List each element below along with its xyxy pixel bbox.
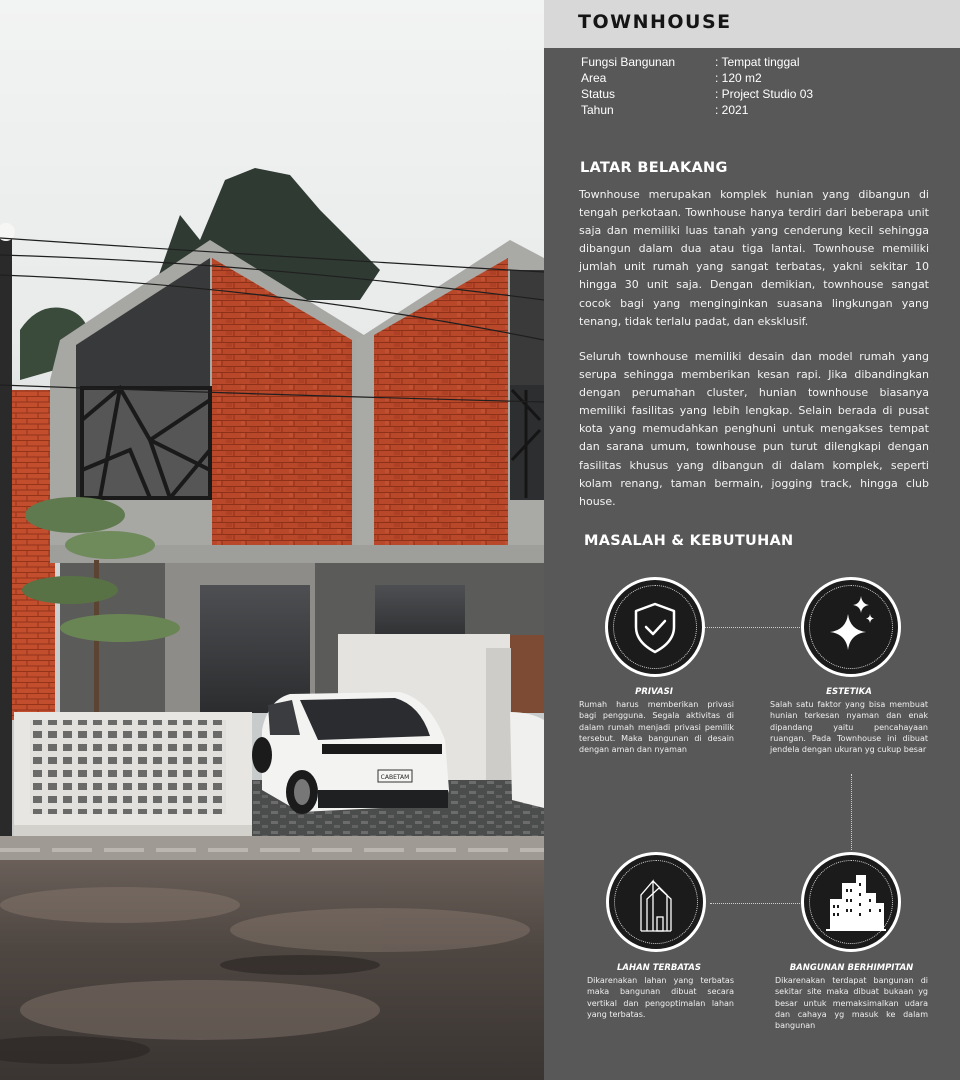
connector-line — [700, 627, 802, 628]
info-value: : Project Studio 03 — [715, 87, 814, 101]
page-title: TOWNHOUSE — [578, 11, 732, 33]
berhimpitan-circle — [801, 852, 901, 952]
background-paragraph: Seluruh townhouse memiliki desain dan model rumah yang serupa sehingga memberikan kesan rapi. Jika dibandingkan dengan perumahan cluster, hunian townhouse biasanya memiliki fasilitas yang lebih lengkap. Selain berada di pusat kota yang memudahkan penghuni untuk mengakses tempat dan sarana umum, townhouse pun turut dilengkapi dengan fasilitas khusus yang dibangun di dalam komplek, seperti kolam renang, taman bermain, jogging track, hingga club house. — [579, 350, 929, 508]
connector-line — [851, 774, 852, 850]
title-bar — [544, 0, 960, 48]
front-fence — [14, 712, 252, 838]
info-value: : 120 m2 — [715, 71, 762, 85]
license-plate: CABETAM — [380, 774, 410, 781]
estetika-circle — [801, 577, 901, 677]
background-paragraph: Townhouse merupakan komplek hunian yang dibangun di tengah perkotaan. Townhouse hanya terdiri dari beberapa unit saja dan memiliki luas tanah yang cenderung kecil sehingga dibangun dalam dua atau tiga lantai. Townhouse memiliki jumlah unit rumah yang sangat terbatas, yakni sekitar 10 hingga 30 unit saja. Dengan demikian, townhouse sangat cocok bagi yang menginginkan suasana lingkungan yang tenang, tidak terlalu padat, dan eksklusif. — [579, 188, 929, 328]
lahan-text: Dikarenakan lahan yang terbatas maka bangunan dibuat secara vertikal dan pengoptimalan lahan yang terbatas. — [587, 976, 734, 1019]
info-panel — [544, 0, 960, 1080]
info-label: Tahun — [581, 103, 614, 117]
info-label: Area — [581, 71, 607, 85]
info-label: Status — [581, 87, 616, 101]
lahan-circle — [606, 852, 706, 952]
privasi-circle — [605, 577, 705, 677]
house-outline-icon — [609, 855, 703, 949]
needs-heading: MASALAH & KEBUTUHAN — [584, 533, 794, 549]
city-buildings-icon — [804, 855, 898, 949]
berhimpitan-text: Dikarenakan terdapat bangunan di sekitar site maka dibuat bukaan yg besar untuk memaksimalkan udara dan cahaya yg masuk ke dalam bangunan — [775, 976, 928, 1031]
info-label: Fungsi Bangunan — [581, 55, 676, 69]
estetika-text: Salah satu faktor yang bisa membuat hunian terkesan nyaman dan enak dipandang yaitu pencahayaan ruangan. Pada Townhouse ini dibuat jendela dengan ukuran yg cukup besar — [770, 700, 928, 755]
shield-check-icon — [608, 580, 702, 674]
geometric-window — [82, 388, 210, 498]
privasi-text: Rumah harus memberikan privasi bagi pengguna. Segala aktivitas di dalam rumah menjadi privasi pemilik tersebut. Maka bangunan di desain dengan aman dan nyaman — [579, 700, 734, 755]
privasi-title: PRIVASI — [635, 687, 673, 697]
lahan-title: LAHAN TERBATAS — [617, 963, 701, 973]
sparkle-icon — [804, 580, 898, 674]
info-value: : Tempat tinggal — [715, 55, 800, 69]
estetika-title: ESTETIKA — [826, 687, 872, 697]
connector-line — [710, 903, 802, 904]
info-value: : 2021 — [715, 103, 749, 117]
berhimpitan-title: BANGUNAN BERHIMPITAN — [789, 963, 914, 973]
background-heading: LATAR BELAKANG — [580, 160, 728, 176]
